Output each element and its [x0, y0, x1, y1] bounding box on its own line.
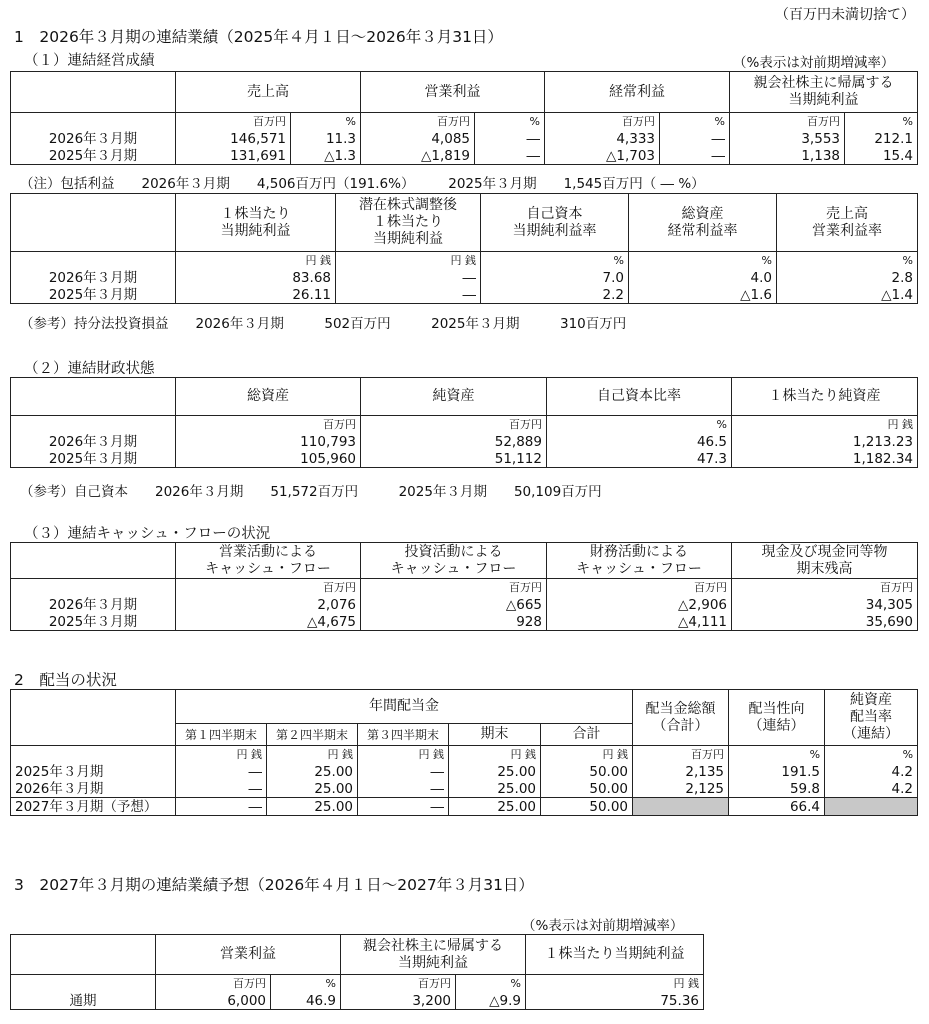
col-header: １株当たり当期純利益 [526, 935, 704, 975]
section1-title: 1 2026年３月期の連結業績（2025年４月１日～2026年３月31日） [14, 28, 503, 46]
table-row [11, 433, 918, 450]
col-header: 総資産 [176, 378, 361, 416]
cell: 15.4 [845, 147, 918, 165]
table-row [11, 269, 918, 286]
cell: 2,076 [176, 596, 361, 613]
cell: 3,553 [730, 130, 845, 147]
row-label: 2026年３月期 [11, 433, 176, 450]
cell: ― [336, 286, 481, 304]
cell: △1.3 [291, 147, 361, 165]
col-header: 売上高 [176, 72, 361, 113]
corner-cell [11, 543, 176, 579]
unit-label: % [271, 975, 341, 993]
cell: ― [660, 130, 730, 147]
corner-cell [11, 690, 176, 746]
cell: 4.2 [825, 763, 918, 780]
unit-label: 百万円 [633, 746, 729, 764]
cell: 25.00 [267, 780, 358, 798]
unit-label: 円 銭 [732, 416, 918, 434]
col-header: 自己資本比率 [547, 378, 732, 416]
col-header: 配当性向 （連結） [729, 690, 825, 746]
unit-label: % [845, 113, 918, 131]
table-row [11, 450, 918, 468]
section2-title: 2 配当の状況 [14, 671, 117, 689]
cell: ― [660, 147, 730, 165]
row-label: 2026年３月期 [11, 269, 176, 286]
cell: ― [475, 130, 545, 147]
cell: 4,085 [361, 130, 475, 147]
corner-cell [11, 378, 176, 416]
col-header: 投資活動による キャッシュ・フロー [361, 543, 547, 579]
financial-position-table [10, 377, 918, 468]
unit-label: 円 銭 [526, 975, 704, 993]
row-label: 2025年３月期 [11, 286, 176, 304]
row-label: 2026年３月期 [11, 780, 176, 798]
section3-title: 3 2027年３月期の連結業績予想（2026年４月１日～2027年３月31日） [14, 876, 534, 894]
cell: 25.00 [267, 798, 358, 816]
table-row [11, 780, 918, 798]
unit-label: 百万円 [732, 579, 918, 597]
cell: 26.11 [176, 286, 336, 304]
unit-label: % [629, 252, 777, 270]
col-header: １株当たり純資産 [732, 378, 918, 416]
cell: 131,691 [176, 147, 291, 165]
equity-note: （参考）自己資本 2026年３月期 51,572百万円 2025年３月期 50,109百万円 [20, 484, 602, 500]
unit-label: 百万円 [361, 113, 475, 131]
equity-method-note: （参考）持分法投資損益 2026年３月期 502百万円 2025年３月期 310百万円 [20, 316, 627, 332]
operating-results-table [10, 71, 918, 165]
cell: 6,000 [156, 992, 271, 1010]
cell: 47.3 [547, 450, 732, 468]
col-header: 潜在株式調整後 １株当たり 当期純利益 [336, 194, 481, 252]
cell: 2.2 [481, 286, 629, 304]
unit-label: 百万円 [545, 113, 660, 131]
row-label: 2025年３月期 [11, 613, 176, 631]
cell: 7.0 [481, 269, 629, 286]
cell: 51,112 [361, 450, 547, 468]
cell: 34,305 [732, 596, 918, 613]
cash-flow-table [10, 542, 918, 631]
col-header: 営業利益 [156, 935, 341, 975]
unit-label: 百万円 [341, 975, 456, 993]
cell: 50.00 [541, 780, 633, 798]
cell: 50.00 [541, 763, 633, 780]
col-header: 自己資本 当期純利益率 [481, 194, 629, 252]
cell: 928 [361, 613, 547, 631]
col-header: 営業利益 [361, 72, 545, 113]
row-label: 2025年３月期 [11, 763, 176, 780]
cell: △4,675 [176, 613, 361, 631]
unit-note: （百万円未満切捨て） [775, 7, 915, 23]
section1a-title: （１）連結経営成績 [24, 53, 155, 69]
row-label: 2027年３月期（予想） [11, 798, 176, 816]
unit-label: % [777, 252, 918, 270]
cell: 59.8 [729, 780, 825, 798]
cell: 1,182.34 [732, 450, 918, 468]
cell: 11.3 [291, 130, 361, 147]
cell: 4.0 [629, 269, 777, 286]
cell: △1,819 [361, 147, 475, 165]
cell: 46.5 [547, 433, 732, 450]
unit-label: 円 銭 [267, 746, 358, 764]
col-header: 営業活動による キャッシュ・フロー [176, 543, 361, 579]
cell: 191.5 [729, 763, 825, 780]
sub-header: 第１四半期末 [176, 724, 267, 746]
col-header: 売上高 営業利益率 [777, 194, 918, 252]
shaded-cell [633, 798, 729, 816]
forecast-table [10, 934, 704, 1010]
sub-header: 第２四半期末 [267, 724, 358, 746]
unit-label: 百万円 [176, 113, 291, 131]
row-label: 2026年３月期 [11, 596, 176, 613]
unit-label: 百万円 [547, 579, 732, 597]
shaded-cell [825, 798, 918, 816]
cell: 25.00 [449, 798, 541, 816]
unit-label: % [456, 975, 526, 993]
cell: 25.00 [449, 780, 541, 798]
dividends-table [10, 689, 918, 816]
unit-label: % [825, 746, 918, 764]
cell: △2,906 [547, 596, 732, 613]
cell: 25.00 [267, 763, 358, 780]
cell: 1,138 [730, 147, 845, 165]
sub-header: 期末 [449, 724, 541, 746]
row-label: 2025年３月期 [11, 147, 176, 165]
cell: 146,571 [176, 130, 291, 147]
cell: 52,889 [361, 433, 547, 450]
cell: △9.9 [456, 992, 526, 1010]
cell: 1,213.23 [732, 433, 918, 450]
cell: △1.4 [777, 286, 918, 304]
cell: 110,793 [176, 433, 361, 450]
cell: △4,111 [547, 613, 732, 631]
unit-label: 百万円 [156, 975, 271, 993]
col-header: 総資産 経常利益率 [629, 194, 777, 252]
cell: △665 [361, 596, 547, 613]
cell: 3,200 [341, 992, 456, 1010]
section1c-title: （３）連結キャッシュ・フローの状況 [24, 526, 271, 542]
forecast-change-note: （%表示は対前期増減率） [522, 918, 684, 934]
unit-label: 百万円 [730, 113, 845, 131]
cell: 66.4 [729, 798, 825, 816]
cell: 50.00 [541, 798, 633, 816]
change-rate-note: （%表示は対前期増減率） [733, 55, 895, 71]
col-header: 親会社株主に帰属する 当期純利益 [341, 935, 526, 975]
cell: ― [336, 269, 481, 286]
cell: ― [176, 798, 267, 816]
col-header: 純資産 配当率 （連結） [825, 690, 918, 746]
col-header: 現金及び現金同等物 期末残高 [732, 543, 918, 579]
unit-label: % [291, 113, 361, 131]
unit-label: % [729, 746, 825, 764]
unit-label: 円 銭 [176, 746, 267, 764]
cell: △1.6 [629, 286, 777, 304]
unit-label: 円 銭 [449, 746, 541, 764]
table-row [11, 992, 704, 1010]
annual-dividend-header: 年間配当金 [176, 690, 633, 724]
table-row-forecast [11, 798, 918, 816]
corner-cell [11, 935, 156, 975]
table-row [11, 763, 918, 780]
unit-label: % [481, 252, 629, 270]
cell: 2.8 [777, 269, 918, 286]
cell: 212.1 [845, 130, 918, 147]
corner-cell [11, 194, 176, 252]
unit-label: 円 銭 [176, 252, 336, 270]
table-row [11, 613, 918, 631]
cell: 105,960 [176, 450, 361, 468]
unit-label: 百万円 [361, 579, 547, 597]
per-share-ratios-table [10, 193, 918, 304]
row-label: 2025年３月期 [11, 450, 176, 468]
cell: ― [358, 798, 449, 816]
unit-label: 円 銭 [336, 252, 481, 270]
col-header: 配当金総額 （合計） [633, 690, 729, 746]
unit-label: 百万円 [176, 579, 361, 597]
cell: ― [358, 763, 449, 780]
cell: ― [176, 780, 267, 798]
col-header: 財務活動による キャッシュ・フロー [547, 543, 732, 579]
col-header: 経常利益 [545, 72, 730, 113]
row-label: 通期 [11, 992, 156, 1010]
cell: 2,135 [633, 763, 729, 780]
cell: 4,333 [545, 130, 660, 147]
unit-label: 円 銭 [358, 746, 449, 764]
unit-label: 百万円 [361, 416, 547, 434]
comprehensive-income-note: （注）包括利益 2026年３月期 4,506百万円（191.6%） 2025年３月期 1,545百万円（ ― %） [20, 176, 705, 192]
cell: ― [358, 780, 449, 798]
col-header: 純資産 [361, 378, 547, 416]
cell: 35,690 [732, 613, 918, 631]
cell: 83.68 [176, 269, 336, 286]
sub-header: 合計 [541, 724, 633, 746]
unit-label: 百万円 [176, 416, 361, 434]
row-label: 2026年３月期 [11, 130, 176, 147]
cell: 2,125 [633, 780, 729, 798]
table-row [11, 286, 918, 304]
table-row [11, 596, 918, 613]
section1b-title: （２）連結財政状態 [24, 361, 155, 377]
col-header: 親会社株主に帰属する 当期純利益 [730, 72, 918, 113]
cell: 25.00 [449, 763, 541, 780]
unit-label: % [475, 113, 545, 131]
sub-header: 第３四半期末 [358, 724, 449, 746]
cell: ― [475, 147, 545, 165]
unit-label: % [547, 416, 732, 434]
cell: ― [176, 763, 267, 780]
unit-label: 円 銭 [541, 746, 633, 764]
cell: △1,703 [545, 147, 660, 165]
cell: 46.9 [271, 992, 341, 1010]
cell: 75.36 [526, 992, 704, 1010]
unit-label: % [660, 113, 730, 131]
col-header: １株当たり 当期純利益 [176, 194, 336, 252]
corner-cell [11, 72, 176, 113]
table-row [11, 130, 918, 147]
table-row [11, 147, 918, 165]
cell: 4.2 [825, 780, 918, 798]
